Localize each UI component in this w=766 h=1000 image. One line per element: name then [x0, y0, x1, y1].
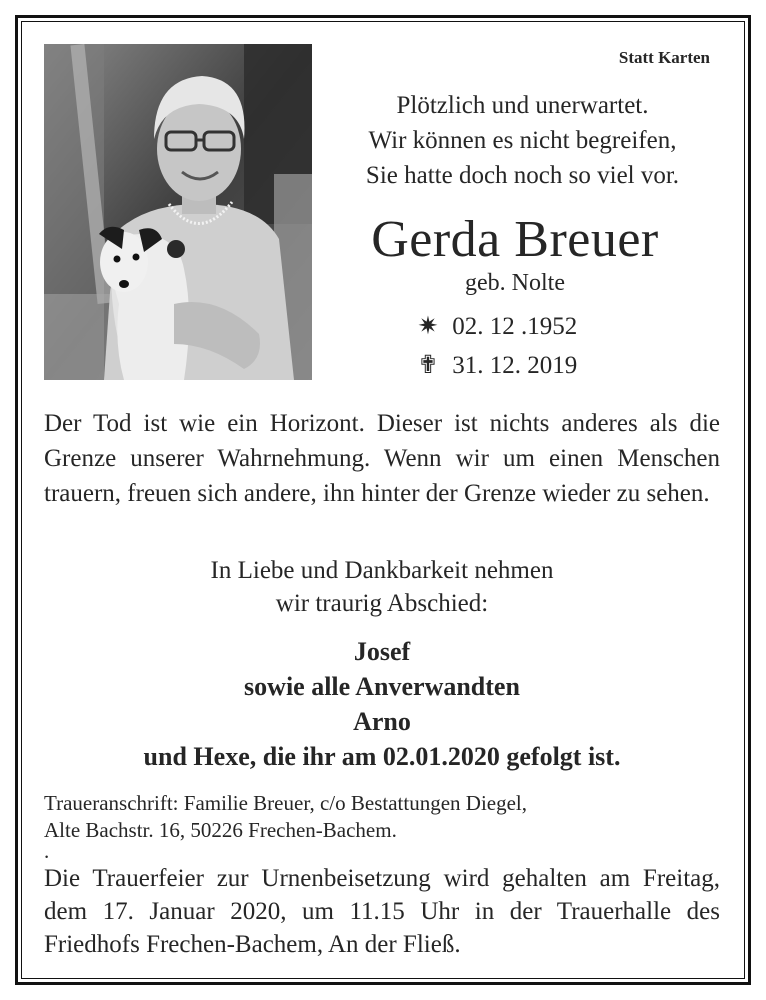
mourner-name: und Hexe, die ihr am 02.01.2020 gefolgt ist. [143, 742, 621, 771]
birth-date: 02. 12 .1952 [452, 313, 578, 340]
portrait-illustration [44, 44, 312, 380]
address-line: Alte Bachstr. 16, 50226 Frechen-Bachem. [44, 818, 397, 842]
poem-line: Wir können es nicht begreifen, [368, 127, 677, 154]
farewell-line: wir traurig Abschied: [275, 590, 489, 617]
ceremony-info: Die Trauerfeier zur Urnenbeisetzung wird gehalten am Freitag, dem 17. Januar 2020, um 11.15 Uhr in der Trauerhalle des Friedhofs Frechen-Bachem, An der Fließ. [44, 865, 720, 958]
mourners-list [44, 634, 720, 774]
farewell-line: In Liebe und Dankbarkeit nehmen [210, 557, 554, 584]
death-date-row [410, 350, 630, 380]
statt-karten-label: Statt Karten [618, 48, 710, 67]
opening-poem [330, 88, 715, 193]
birth-star-icon: ✷ [417, 313, 439, 340]
birth-name: geb. Nolte [465, 270, 565, 296]
portrait-photo [44, 44, 312, 380]
birth-date-row [410, 311, 630, 341]
poem-line: Sie hatte doch noch so viel vor. [365, 162, 680, 189]
death-cross-icon: ✟ [417, 352, 439, 379]
mourner-name: Arno [353, 707, 411, 736]
mourning-address [44, 790, 720, 863]
mourner-name: Josef [353, 637, 411, 666]
death-date: 31. 12. 2019 [452, 352, 578, 379]
poem-line: Plötzlich und unerwartet. [396, 92, 649, 119]
mourner-name: sowie alle Anverwandten [244, 672, 520, 701]
horizon-verse: Der Tod ist wie ein Horizont. Dieser ist nichts anderes als die Grenze unserer Wahrnehmung. Wenn wir um einen Menschen trauern, freuen sich andere, ihn hinter der Grenze wieder zu sehen. [44, 410, 720, 507]
address-line: Traueranschrift: Familie Breuer, c/o Bestattungen Diegel, [44, 791, 527, 815]
address-line: . [44, 839, 50, 863]
farewell-text [44, 554, 720, 620]
deceased-name: Gerda Breuer [371, 211, 659, 268]
